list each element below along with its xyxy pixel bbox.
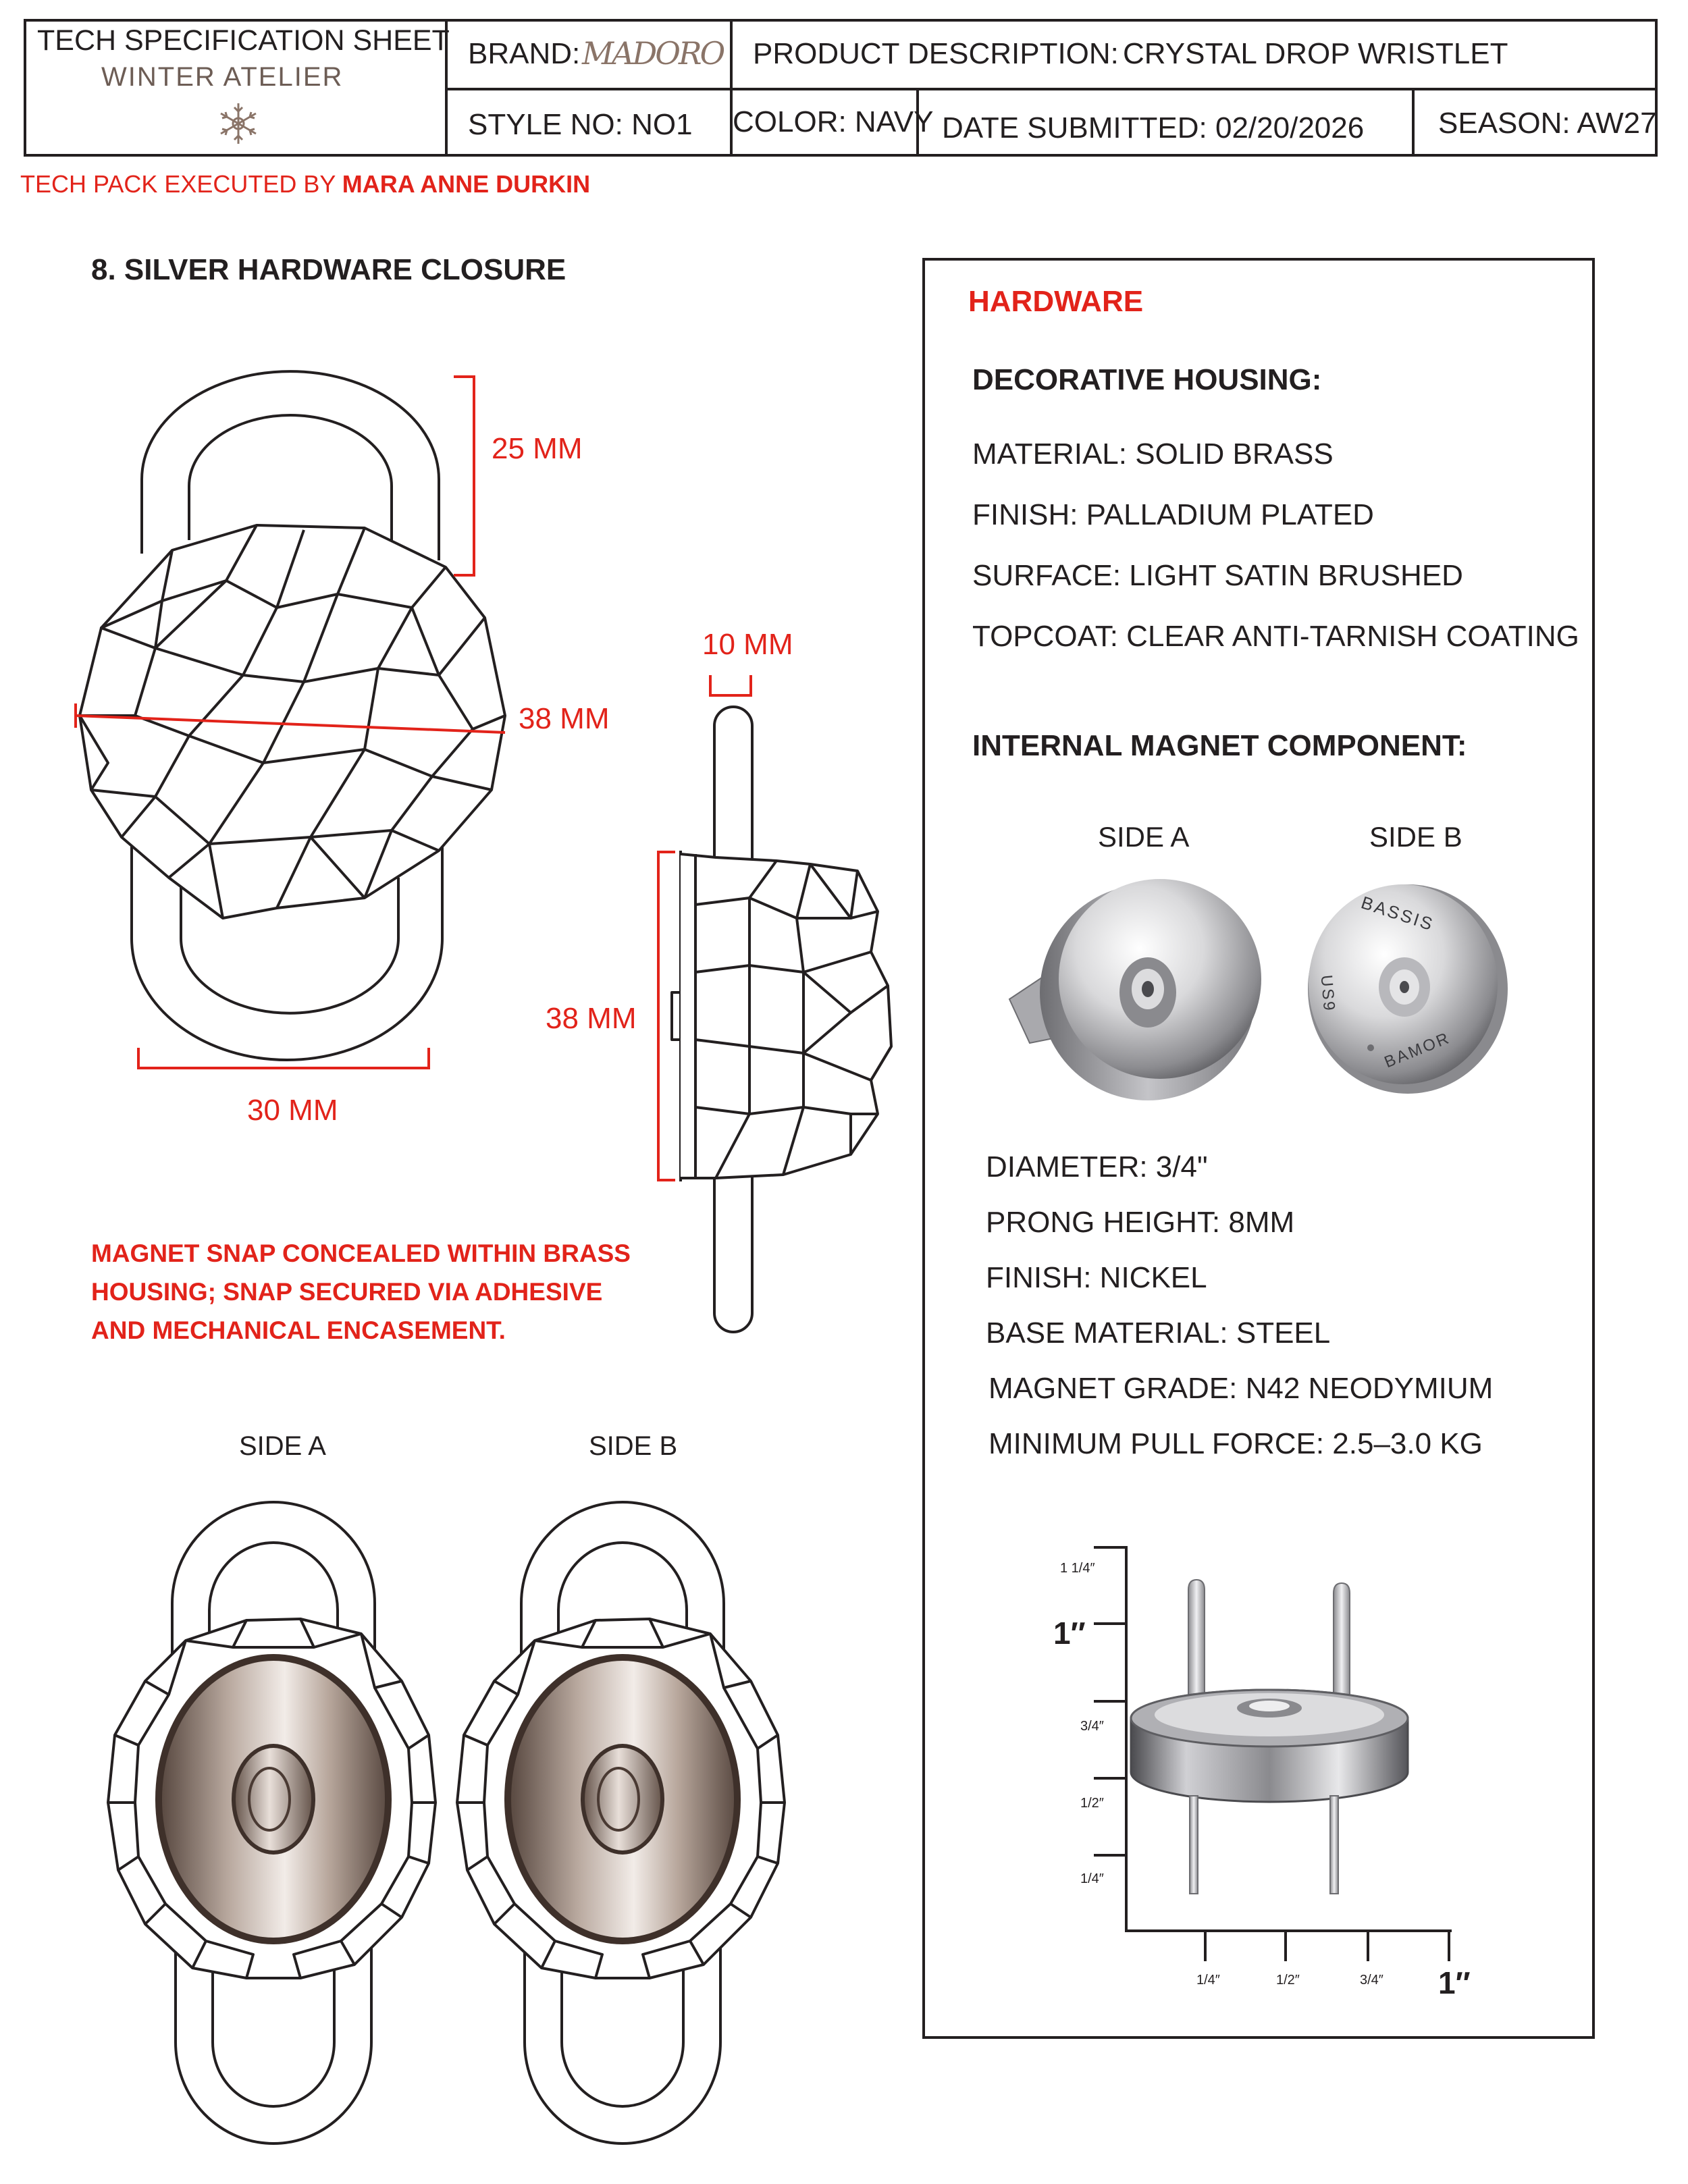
product-description-label: PRODUCT DESCRIPTION: (753, 37, 1119, 70)
date-submitted: DATE SUBMITTED: 02/20/2026 (942, 111, 1365, 144)
color-field: COLOR: NAVY (733, 105, 934, 138)
magnet-side-b-label: SIDE B (1369, 821, 1462, 853)
dim-front-width: 38 MM (519, 702, 610, 735)
ruler-v-1: 1″ (1053, 1616, 1086, 1651)
magnet-title: INTERNAL MAGNET COMPONENT: (972, 729, 1467, 762)
brand-logo: MADORO (582, 35, 724, 72)
note-line: HOUSING; SNAP SECURED VIA ADHESIVE (91, 1278, 603, 1306)
magnet-prong-height: PRONG HEIGHT: 8MM (986, 1206, 1295, 1239)
housing-title: DECORATIVE HOUSING: (972, 363, 1322, 396)
housing-material: MATERIAL: SOLID BRASS (972, 437, 1334, 471)
ruler-h-3-4: 3/4″ (1360, 1973, 1383, 1988)
ruler-v-3-4: 3/4″ (1080, 1719, 1104, 1734)
style-number: STYLE NO: NO1 (468, 108, 693, 141)
product-description-value: CRYSTAL DROP WRISTLET (1123, 37, 1508, 70)
magnet-diameter: DIAMETER: 3/4" (986, 1150, 1208, 1183)
company-name: WINTER ATELIER (101, 62, 344, 92)
magnet-stamp-bottom: BAMOR (1381, 1028, 1454, 1072)
magnet-finish: FINISH: NICKEL (986, 1261, 1207, 1294)
back-view-side-a-label: SIDE A (239, 1431, 326, 1461)
magnet-side-a-label: SIDE A (1098, 821, 1190, 853)
hardware-heading: HARDWARE (968, 285, 1144, 318)
dim-loop-width: 30 MM (247, 1094, 338, 1127)
magnet-pull-force: MINIMUM PULL FORCE: 2.5–3.0 KG (988, 1427, 1483, 1460)
section-title: 8. SILVER HARDWARE CLOSURE (91, 253, 566, 286)
housing-finish: FINISH: PALLADIUM PLATED (972, 498, 1374, 531)
ruler-v-1-4: 1/4″ (1080, 1871, 1104, 1886)
housing-topcoat: TOPCOAT: CLEAR ANTI-TARNISH COATING (972, 620, 1579, 653)
dim-side-height: 38 MM (546, 1002, 637, 1035)
brand-label: BRAND: (468, 37, 581, 70)
sheet-title: TECH SPECIFICATION SHEET (37, 24, 450, 57)
credit-name: MARA ANNE DURKIN (342, 170, 591, 198)
credit-prefix: TECH PACK EXECUTED BY (20, 170, 342, 198)
dim-side-depth: 10 MM (702, 628, 793, 661)
ruler-h-1-2: 1/2″ (1276, 1973, 1300, 1988)
back-view-side-b-label: SIDE B (589, 1431, 678, 1461)
magnet-stamp-side: US9 (1317, 974, 1339, 1013)
ruler-v-1-2: 1/2″ (1080, 1796, 1104, 1811)
magnet-base-material: BASE MATERIAL: STEEL (986, 1316, 1331, 1350)
season-field: SEASON: AW27 (1438, 107, 1657, 140)
ruler-h-1: 1″ (1438, 1965, 1471, 2000)
magnet-stamp-top: BASSIS (1359, 892, 1437, 935)
ruler-h-1-4: 1/4″ (1196, 1973, 1220, 1988)
dim-loop-height: 25 MM (492, 432, 583, 465)
magnet-grade: MAGNET GRADE: N42 NEODYMIUM (988, 1372, 1494, 1405)
housing-surface: SURFACE: LIGHT SATIN BRUSHED (972, 559, 1463, 592)
note-line: AND MECHANICAL ENCASEMENT. (91, 1316, 506, 1344)
note-line: MAGNET SNAP CONCEALED WITHIN BRASS (91, 1240, 631, 1267)
ruler-v-1-1-4: 1 1/4″ (1060, 1561, 1095, 1576)
